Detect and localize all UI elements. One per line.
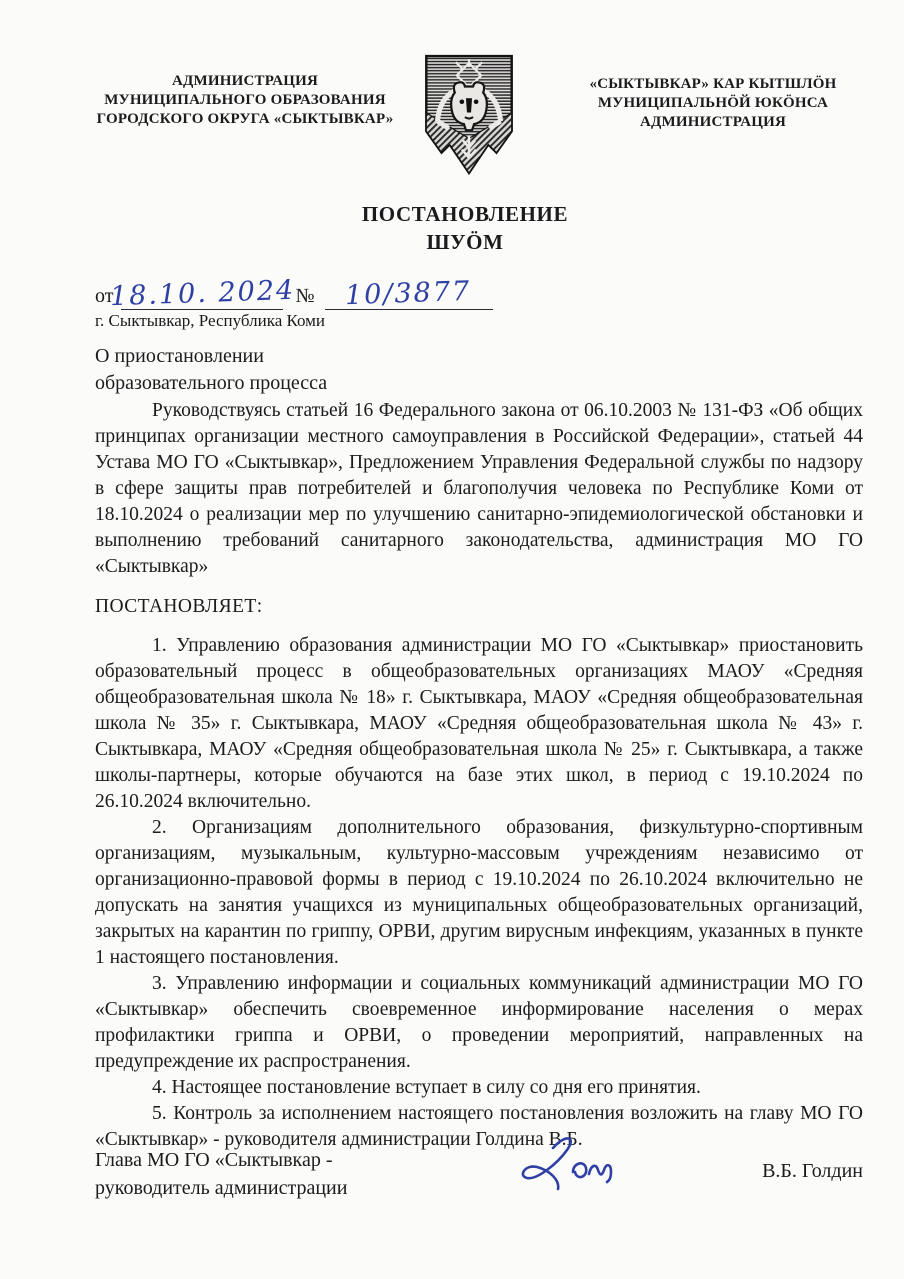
- handwritten-signature-icon: [515, 1132, 635, 1204]
- number-sign-label: №: [295, 285, 315, 307]
- handwritten-date: 18.10. 2024: [109, 274, 296, 313]
- date-number-block: [95, 270, 655, 331]
- item-paragraph-1: 1. Управлению образования администрации МО ГО «Сыктывкар» приостановить образовательный процесс в общеобразовательных организациях МАОУ «Средняя общеобразовательная школа № 18» г. Сыктывкара, МАОУ «Средняя общеобразовательная школа № 35» г. Сыктывкара, МАОУ «Средняя общеобразовательная школа № 43» г. Сыктывкара, МАОУ «Средняя общеобразовательная школа № 25» г. Сыктывкара, а также школы-партнеры, которые обучаются на базе этих школ, в период с 19.10.2024 по 26.10.2024 включительно.: [95, 635, 863, 812]
- document-title: [95, 200, 835, 256]
- issuer-name-russian: [80, 72, 410, 129]
- issuer-komi-line3: АДМИНИСТРАЦИЯ: [640, 114, 786, 130]
- document-body: [95, 398, 863, 1153]
- preamble-paragraph: Руководствуясь статьей 16 Федерального закона от 06.10.2003 № 131-ФЗ «Об общих принципах организации местного самоуправления в Российской Федерации», статьей 44 Устава МО ГО «Сыктывкар», Предложением Управления Федеральной службы по надзору в сфере защиты прав потребителей и благополучия человека по Республике Коми от 18.10.2024 о реализации мер по улучшению санитарно-эпидемиологической обстановки и выполнению требований санитарного законодательства, администрация МО ГО «Сыктывкар»: [95, 400, 863, 577]
- doc-type-russian: ПОСТАНОВЛЕНИЕ: [361, 202, 569, 226]
- resolves-word: ПОСТАНОВЛЯЕТ:: [95, 596, 263, 617]
- place-line: г. Сыктывкар, Республика Коми: [95, 311, 326, 330]
- item-paragraph-4: 4. Настоящее постановление вступает в силу со дня его принятия.: [152, 1077, 701, 1098]
- signatory-position: [95, 1146, 347, 1202]
- coat-of-arms-icon: [423, 54, 515, 176]
- handwritten-number: 10/3877: [344, 275, 473, 312]
- issuer-komi-line1: «СЫКТЫВКАР» КАР КЫТШЛӦН: [589, 76, 837, 92]
- issuer-komi-line2: МУНИЦИПАЛЬНӦЙ ЮКӦНСА: [597, 95, 829, 111]
- item-paragraph-5: 5. Контроль за исполнением настоящего постановления возложить на главу МО ГО «Сыктывкар» - руководителя администрации Голдина В.Б.: [95, 1103, 863, 1150]
- date-from-label: от: [95, 285, 114, 307]
- doc-type-komi: ШУӦМ: [426, 230, 504, 254]
- signatory-position-line1: Глава МО ГО «Сыктывкар -: [95, 1149, 333, 1171]
- issuer-ru-line3: ГОРОДСКОГО ОКРУГА «СЫКТЫВКАР»: [96, 111, 394, 127]
- subject-line2: образовательного процесса: [95, 372, 328, 394]
- issuer-ru-line2: МУНИЦИПАЛЬНОГО ОБРАЗОВАНИЯ: [104, 92, 386, 108]
- item-paragraph-2: 2. Организациям дополнительного образования, физкультурно-спортивным организациям, музыкальным, культурно-массовым учреждениям независимо от организационно-правовой формы в период с 19.10.2024 по 26.10.2024 включительно не допускать на занятия учащихся из муниципальных общеобразовательных организаций, закрытых на карантин по гриппу, ОРВИ, другим вирусным инфекциям, указанных в пункте 1 настоящего постановления.: [95, 817, 863, 968]
- issuer-name-komi: [548, 75, 878, 132]
- signature-block: [95, 1146, 863, 1204]
- document-subject: [95, 343, 515, 397]
- number-underline: [325, 275, 493, 312]
- item-paragraph-3: 3. Управлению информации и социальных коммуникаций администрации МО ГО «Сыктывкар» обеспечить своевременное информирование населения о мерах профилактики гриппа и ОРВИ, о проведении мероприятий, направленных на предупреждение их распространения.: [95, 973, 863, 1072]
- signatory-position-line2: руководитель администрации: [95, 1177, 348, 1199]
- date-underline: [109, 274, 296, 313]
- issuer-ru-line1: АДМИНИСТРАЦИЯ: [172, 73, 318, 89]
- signatory-name: В.Б. Голдин: [762, 1160, 863, 1182]
- subject-line1: О приостановлении: [95, 345, 264, 367]
